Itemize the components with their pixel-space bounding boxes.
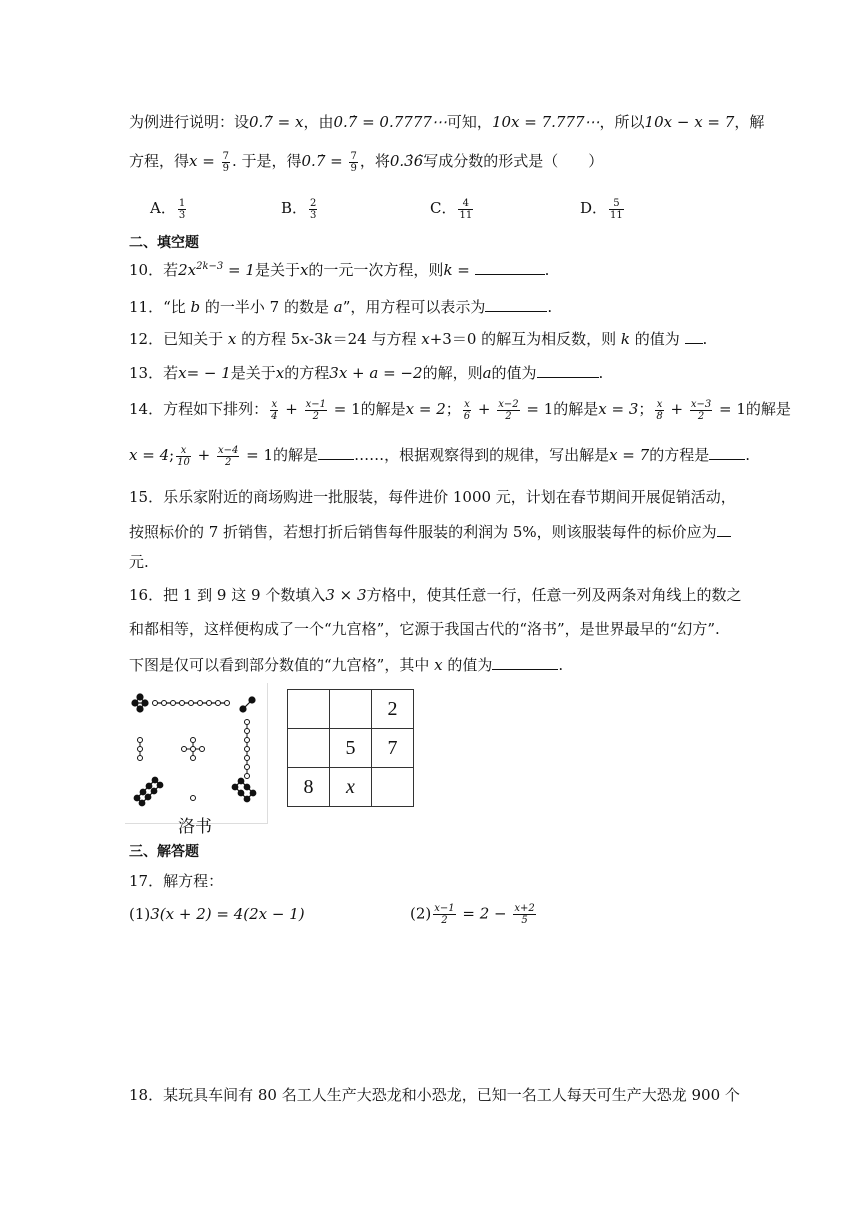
answer-blank[interactable] <box>492 655 558 670</box>
question-11 <box>129 296 552 317</box>
text: 的一半小 7 的数是 <box>200 298 334 316</box>
denominator: 8 <box>656 410 663 422</box>
answer-blank[interactable] <box>685 329 703 344</box>
grid-cell: 5 <box>330 729 372 768</box>
text: ，解 <box>734 113 765 131</box>
text: 方格中，使其任意一行，任意一列及两条对角线上的数之 <box>366 586 742 604</box>
section-heading-fill-blank: 二、填空题 <box>129 235 199 251</box>
math: x <box>275 364 285 382</box>
text: . <box>598 364 604 382</box>
answer-blank[interactable] <box>318 445 354 460</box>
text: 是关于 <box>230 364 276 382</box>
math: 3 × 3 <box>325 586 367 604</box>
text: + <box>473 400 496 418</box>
choice-d[interactable] <box>580 197 626 221</box>
grid-cell: 8 <box>288 768 330 807</box>
intro-line-1 <box>129 111 764 132</box>
math: = − 1 <box>186 364 231 382</box>
text: + <box>665 400 688 418</box>
text: 的值为 <box>442 656 493 674</box>
text: 可知， <box>446 113 492 131</box>
fraction <box>217 445 239 468</box>
question-10 <box>129 259 549 280</box>
math: b <box>190 298 201 316</box>
question-16-line-3 <box>129 654 563 675</box>
numerator: x <box>176 445 191 457</box>
grid-cell <box>288 729 330 768</box>
text: 16．把 1 到 9 这 9 个数填入 <box>129 586 326 604</box>
math: x = 4 <box>129 446 170 464</box>
numerator: x−3 <box>690 398 712 410</box>
grid-cell: x <box>330 768 372 807</box>
fraction <box>305 399 327 422</box>
denominator: 3 <box>178 209 186 221</box>
answer-blank[interactable] <box>475 260 545 275</box>
text: ＝24 与方程 <box>332 330 422 348</box>
grid-cell <box>330 690 372 729</box>
fraction <box>349 151 357 174</box>
text: (1) <box>129 905 151 923</box>
math: x <box>294 113 304 131</box>
text: . <box>558 656 564 674</box>
fraction <box>309 198 317 221</box>
text: 下图是仅可以看到部分数值的“九宫格”，其中 <box>129 656 435 674</box>
numerator: x−1 <box>305 398 326 410</box>
math: x = 2 <box>405 400 446 418</box>
text: ，所以 <box>599 113 645 131</box>
choice-c[interactable] <box>430 197 475 221</box>
question-15-line-1: 15．乐乐家附近的商场购进一批服装，每件进价 1000 元，计划在春节期间开展促销活动， <box>129 488 736 506</box>
question-13 <box>129 362 603 383</box>
text: = 1的解是 <box>521 400 599 418</box>
question-15-line-3: 元. <box>129 553 149 571</box>
math: 0.7̇ = <box>249 113 295 131</box>
math: x = 7 <box>609 446 650 464</box>
math: x = 3 <box>598 400 639 418</box>
choice-b[interactable] <box>281 197 319 221</box>
text: . <box>544 261 550 279</box>
fraction <box>609 198 624 221</box>
text: 为例进行说明：设 <box>129 113 250 131</box>
math: 2x <box>178 261 197 279</box>
grid-row <box>288 690 414 729</box>
math: x = <box>189 152 220 170</box>
numerator: x−2 <box>498 398 519 410</box>
math: 0.7̇ = <box>301 152 348 170</box>
choice-label: A． <box>150 199 176 217</box>
answer-blank[interactable] <box>485 297 547 312</box>
text: 方程，得 <box>129 152 190 170</box>
grid-cell <box>288 690 330 729</box>
text: ; <box>169 446 175 464</box>
grid-row <box>288 729 414 768</box>
question-12 <box>129 328 707 349</box>
math: 10x − x = 7 <box>644 113 735 131</box>
text: 10．若 <box>129 261 179 279</box>
luoshu-figure <box>125 683 268 824</box>
choice-a[interactable] <box>150 197 188 221</box>
choice-label: D． <box>580 199 608 217</box>
text: 13．若 <box>129 364 179 382</box>
text: ……，根据观察得到的规律，写出解是 <box>354 446 610 464</box>
text: + <box>192 446 216 464</box>
denominator: 10 <box>177 456 190 468</box>
grid-cell: 7 <box>372 729 414 768</box>
exponent: 2k−3 <box>196 261 224 272</box>
denominator: 9 <box>222 162 229 174</box>
fraction <box>497 399 519 422</box>
text: (2) <box>410 904 432 923</box>
fraction <box>178 198 186 221</box>
numerator: x <box>464 398 470 410</box>
fraction <box>463 399 471 422</box>
text: ，将 <box>359 152 390 170</box>
answer-blank[interactable] <box>709 445 745 460</box>
grid-row <box>288 768 414 807</box>
math: x <box>227 330 237 348</box>
luoshu-dots-diagram <box>125 683 267 823</box>
text: = 1的解是 <box>241 446 319 464</box>
text: 12．已知关于 <box>129 330 228 348</box>
text: ； <box>445 400 461 418</box>
numerator: x <box>271 398 278 410</box>
numerator: x−1 <box>434 903 455 914</box>
math: = 1 <box>223 261 255 279</box>
denominator: 5 <box>521 915 528 926</box>
luoshu-caption: 洛书 <box>178 817 212 837</box>
numerator: 4 <box>458 198 473 210</box>
math: x <box>300 330 309 348</box>
text: -3 <box>308 330 324 348</box>
math: = 2 − <box>457 904 512 923</box>
numerator: 2 <box>310 197 317 209</box>
text: 的解，则 <box>422 364 483 382</box>
text: 是关于 <box>254 261 300 279</box>
denominator: 3 <box>310 209 317 221</box>
text: 11．“比 <box>129 298 191 316</box>
text: ； <box>638 400 654 418</box>
grid-cell <box>372 768 414 807</box>
text: 的方程 <box>284 364 330 382</box>
numerator: x <box>656 398 663 410</box>
text: = 1的解是 <box>714 400 791 418</box>
math: a <box>482 364 492 382</box>
question-16-line-2: 和都相等，这样便构成了一个“九宫格”，它源于我国古代的“洛书”，是世界最早的“幻方”. <box>129 620 720 638</box>
grid-cell: 2 <box>372 690 414 729</box>
fraction <box>270 399 278 422</box>
intro-line-2 <box>129 150 603 174</box>
math: 10x = 7.777⋯ <box>491 113 600 131</box>
text: 的一元一次方程，则 <box>308 261 444 279</box>
question-17-title: 17．解方程： <box>129 872 224 890</box>
text: = 1的解是 <box>328 400 406 418</box>
section-heading-solve: 三、解答题 <box>129 844 199 860</box>
magic-square-grid <box>287 689 414 807</box>
text: ”，用方程可以表示为 <box>342 298 486 316</box>
denominator: 2 <box>505 410 512 422</box>
math: 3x + a = −2 <box>329 364 423 382</box>
fraction <box>433 903 455 926</box>
text: + <box>280 400 303 418</box>
denominator: 6 <box>463 410 471 422</box>
math: x <box>178 364 187 382</box>
numerator: x+2 <box>514 903 535 914</box>
choice-label: C． <box>430 199 457 217</box>
fraction <box>222 151 230 174</box>
math: x <box>421 330 430 348</box>
answer-blank[interactable] <box>537 363 599 378</box>
choice-label: B． <box>281 199 308 217</box>
text: 14．方程如下排列： <box>129 400 269 418</box>
fraction <box>458 198 473 221</box>
math: x <box>299 261 309 279</box>
numerator: 1 <box>178 197 186 209</box>
text: 的值为 <box>491 364 537 382</box>
numerator: 5 <box>609 198 624 210</box>
math: k <box>620 330 630 348</box>
math: 3(x + 2) = 4(2x − 1) <box>150 905 305 923</box>
text: ，由 <box>303 113 334 131</box>
denominator: 4 <box>271 410 278 422</box>
math: x <box>434 656 443 674</box>
denominator: 9 <box>350 162 357 174</box>
math: 0.7̇ = 0.7777⋯ <box>333 113 447 131</box>
math: a <box>333 298 343 316</box>
math: k = <box>443 261 475 279</box>
denominator: 2 <box>697 410 705 422</box>
question-18: 18．某玩具车间有 80 名工人生产大恐龙和小恐龙，已知一名工人每天可生产大恐龙 900 个 <box>129 1086 740 1104</box>
numerator: 7 <box>350 150 357 162</box>
denominator: 11 <box>459 209 473 221</box>
fraction <box>690 399 712 422</box>
fraction <box>655 399 663 422</box>
text: 的值为 <box>630 330 685 348</box>
numerator: 7 <box>222 150 229 162</box>
denominator: 2 <box>312 410 319 422</box>
text: 的方程是 <box>649 446 710 464</box>
math: 0.3̇6̇ <box>389 152 424 170</box>
text: . <box>702 330 708 348</box>
fraction <box>176 445 191 468</box>
question-16-line-1 <box>129 584 742 605</box>
answer-blank[interactable] <box>717 522 731 537</box>
text: 的方程 5 <box>236 330 301 348</box>
denominator: 11 <box>610 209 623 221</box>
text: . <box>547 298 553 316</box>
text: 按照标价的 7 折销售，若想打折后销售每件服装的利润为 5%，则该服装每件的标价应为 <box>129 523 717 541</box>
text: . 于是，得 <box>231 152 302 170</box>
question-15-line-2 <box>129 521 731 542</box>
denominator: 2 <box>441 915 448 926</box>
question-14-line-1 <box>129 398 791 422</box>
question-17-part-2 <box>410 903 538 926</box>
text: +3＝0 的解互为相反数，则 <box>429 330 621 348</box>
question-17-part-1 <box>129 905 305 923</box>
fraction <box>513 903 535 926</box>
denominator: 2 <box>225 456 232 468</box>
math: k <box>323 330 333 348</box>
numerator: x−4 <box>218 444 239 456</box>
text: 写成分数的形式是（ ） <box>423 152 604 170</box>
question-14-line-2 <box>129 444 750 468</box>
text: . <box>745 446 750 464</box>
